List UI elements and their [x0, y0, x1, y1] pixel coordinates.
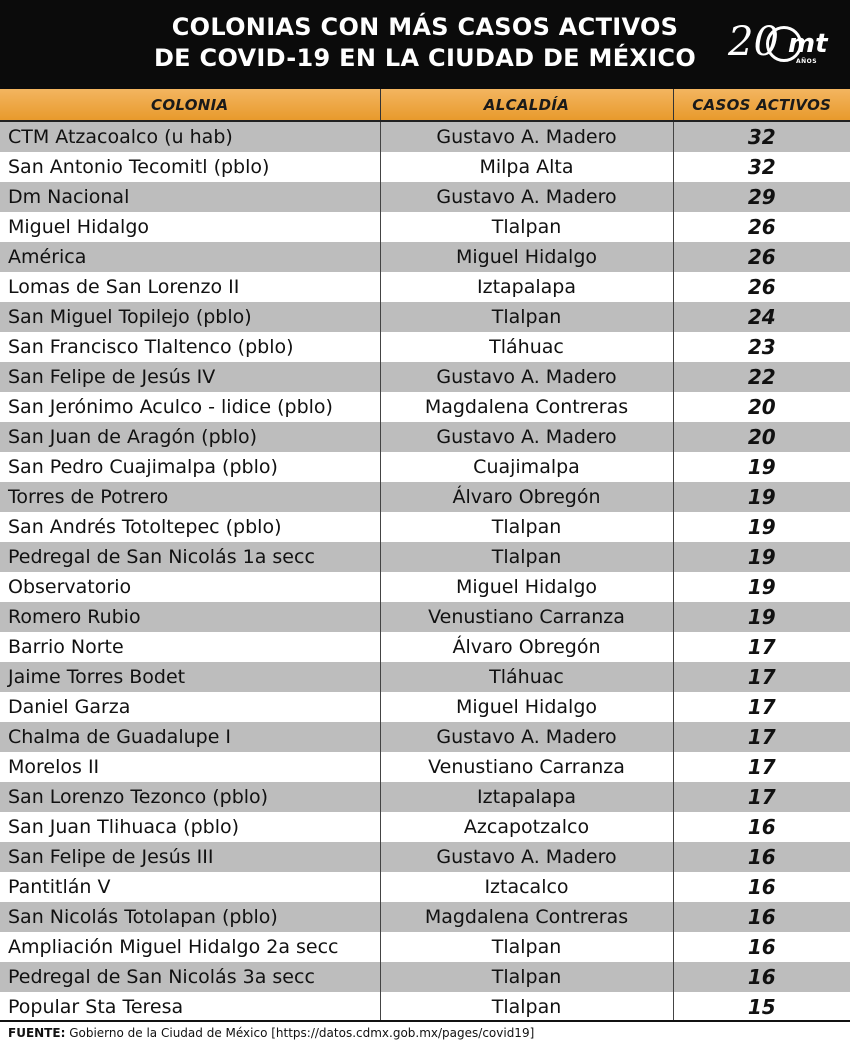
- cell-colonia: Pedregal de San Nicolás 1a secc: [0, 542, 380, 572]
- cell-colonia: Pantitlán V: [0, 872, 380, 902]
- header-alcaldia: ALCALDÍA: [380, 89, 673, 121]
- cell-colonia: San Pedro Cuajimalpa (pblo): [0, 452, 380, 482]
- cell-casos-activos: 16: [673, 872, 850, 902]
- cell-alcaldia: Álvaro Obregón: [380, 482, 673, 512]
- cell-casos-activos: 20: [673, 392, 850, 422]
- cell-casos-activos: 29: [673, 182, 850, 212]
- cell-colonia: Miguel Hidalgo: [0, 212, 380, 242]
- table-row: [0, 212, 850, 242]
- cell-casos-activos: 19: [673, 572, 850, 602]
- cell-casos-activos: 26: [673, 242, 850, 272]
- table-row: [0, 242, 850, 272]
- cell-colonia: Popular Sta Teresa: [0, 992, 380, 1022]
- cell-alcaldia: Gustavo A. Madero: [380, 422, 673, 452]
- cell-colonia: Chalma de Guadalupe I: [0, 722, 380, 752]
- cell-alcaldia: Tlalpan: [380, 212, 673, 242]
- cell-casos-activos: 16: [673, 962, 850, 992]
- cell-colonia: Observatorio: [0, 572, 380, 602]
- cell-casos-activos: 19: [673, 602, 850, 632]
- cell-alcaldia: Azcapotzalco: [380, 812, 673, 842]
- cell-casos-activos: 19: [673, 542, 850, 572]
- cell-casos-activos: 32: [673, 121, 850, 152]
- table-row: [0, 872, 850, 902]
- source-footer: [0, 1020, 850, 1045]
- cell-colonia: San Antonio Tecomitl (pblo): [0, 152, 380, 182]
- cell-casos-activos: 17: [673, 722, 850, 752]
- cell-colonia: San Miguel Topilejo (pblo): [0, 302, 380, 332]
- table-body: [0, 121, 850, 1022]
- table-header-row: [0, 89, 850, 121]
- cell-alcaldia: Álvaro Obregón: [380, 632, 673, 662]
- cell-casos-activos: 20: [673, 422, 850, 452]
- cell-alcaldia: Milpa Alta: [380, 152, 673, 182]
- cell-colonia: CTM Atzacoalco (u hab): [0, 121, 380, 152]
- cell-alcaldia: Miguel Hidalgo: [380, 692, 673, 722]
- table-row: [0, 902, 850, 932]
- table-row: [0, 692, 850, 722]
- table-row: [0, 512, 850, 542]
- header-colonia: COLONIA: [0, 89, 380, 121]
- cell-alcaldia: Tlalpan: [380, 512, 673, 542]
- table-row: [0, 272, 850, 302]
- cell-alcaldia: Tlalpan: [380, 542, 673, 572]
- cell-casos-activos: 16: [673, 842, 850, 872]
- cell-colonia: San Felipe de Jesús III: [0, 842, 380, 872]
- table-row: [0, 121, 850, 152]
- cell-colonia: Torres de Potrero: [0, 482, 380, 512]
- chart-title: [60, 12, 790, 74]
- table-row: [0, 362, 850, 392]
- cell-casos-activos: 23: [673, 332, 850, 362]
- table-row: [0, 422, 850, 452]
- cell-colonia: San Juan de Aragón (pblo): [0, 422, 380, 452]
- table-row: [0, 452, 850, 482]
- footer-label: FUENTE:: [8, 1026, 66, 1040]
- table-row: [0, 152, 850, 182]
- table-row: [0, 602, 850, 632]
- cell-colonia: San Francisco Tlaltenco (pblo): [0, 332, 380, 362]
- header-casos-activos: CASOS ACTIVOS: [673, 89, 850, 121]
- cell-alcaldia: Gustavo A. Madero: [380, 182, 673, 212]
- logo-number: 20: [728, 19, 779, 65]
- cell-colonia: Romero Rubio: [0, 602, 380, 632]
- cell-alcaldia: Gustavo A. Madero: [380, 362, 673, 392]
- table-row: [0, 782, 850, 812]
- title-line-1: COLONIAS CON MÁS CASOS ACTIVOS: [171, 13, 679, 41]
- cell-alcaldia: Cuajimalpa: [380, 452, 673, 482]
- cell-casos-activos: 22: [673, 362, 850, 392]
- cell-colonia: Jaime Torres Bodet: [0, 662, 380, 692]
- logo-brand: mt: [788, 29, 828, 59]
- cell-alcaldia: Iztapalapa: [380, 782, 673, 812]
- table-row: [0, 332, 850, 362]
- cell-alcaldia: Tlalpan: [380, 302, 673, 332]
- cell-colonia: Ampliación Miguel Hidalgo 2a secc: [0, 932, 380, 962]
- cell-casos-activos: 26: [673, 212, 850, 242]
- cell-casos-activos: 16: [673, 812, 850, 842]
- cell-casos-activos: 19: [673, 452, 850, 482]
- cell-alcaldia: Venustiano Carranza: [380, 602, 673, 632]
- table-row: [0, 842, 850, 872]
- table-row: [0, 752, 850, 782]
- cell-alcaldia: Gustavo A. Madero: [380, 842, 673, 872]
- cell-alcaldia: Venustiano Carranza: [380, 752, 673, 782]
- cell-alcaldia: Magdalena Contreras: [380, 392, 673, 422]
- cell-casos-activos: 19: [673, 512, 850, 542]
- data-table: [0, 89, 850, 1022]
- cell-alcaldia: Miguel Hidalgo: [380, 572, 673, 602]
- cell-colonia: San Lorenzo Tezonco (pblo): [0, 782, 380, 812]
- cell-colonia: San Juan Tlihuaca (pblo): [0, 812, 380, 842]
- cell-casos-activos: 17: [673, 662, 850, 692]
- cell-alcaldia: Tlalpan: [380, 962, 673, 992]
- table-row: [0, 302, 850, 332]
- cell-colonia: San Andrés Totoltepec (pblo): [0, 512, 380, 542]
- cell-casos-activos: 26: [673, 272, 850, 302]
- cell-alcaldia: Tláhuac: [380, 332, 673, 362]
- cell-casos-activos: 17: [673, 782, 850, 812]
- table-row: [0, 482, 850, 512]
- cell-alcaldia: Gustavo A. Madero: [380, 722, 673, 752]
- table-row: [0, 662, 850, 692]
- cell-casos-activos: 17: [673, 632, 850, 662]
- cell-alcaldia: Tlalpan: [380, 992, 673, 1022]
- milenio-20-anos-logo: [726, 16, 826, 72]
- table-row: [0, 392, 850, 422]
- table-row: [0, 632, 850, 662]
- cell-casos-activos: 15: [673, 992, 850, 1022]
- cell-casos-activos: 16: [673, 902, 850, 932]
- cell-colonia: San Felipe de Jesús IV: [0, 362, 380, 392]
- cell-colonia: San Nicolás Totolapan (pblo): [0, 902, 380, 932]
- cell-casos-activos: 17: [673, 692, 850, 722]
- cell-alcaldia: Miguel Hidalgo: [380, 242, 673, 272]
- table-row: [0, 542, 850, 572]
- cell-casos-activos: 17: [673, 752, 850, 782]
- cell-alcaldia: Magdalena Contreras: [380, 902, 673, 932]
- cell-colonia: Barrio Norte: [0, 632, 380, 662]
- cell-alcaldia: Iztapalapa: [380, 272, 673, 302]
- cell-colonia: Dm Nacional: [0, 182, 380, 212]
- table-row: [0, 962, 850, 992]
- table-row: [0, 992, 850, 1022]
- cell-casos-activos: 32: [673, 152, 850, 182]
- table-row: [0, 812, 850, 842]
- cell-alcaldia: Gustavo A. Madero: [380, 121, 673, 152]
- cell-colonia: América: [0, 242, 380, 272]
- header-banner: [0, 0, 850, 89]
- cell-casos-activos: 19: [673, 482, 850, 512]
- cell-colonia: Lomas de San Lorenzo II: [0, 272, 380, 302]
- cell-colonia: Morelos II: [0, 752, 380, 782]
- cell-alcaldia: Tláhuac: [380, 662, 673, 692]
- cell-colonia: Pedregal de San Nicolás 3a secc: [0, 962, 380, 992]
- title-line-2: DE COVID-19 EN LA CIUDAD DE MÉXICO: [153, 44, 697, 72]
- cell-colonia: San Jerónimo Aculco - lidice (pblo): [0, 392, 380, 422]
- table-row: [0, 722, 850, 752]
- cell-alcaldia: Iztacalco: [380, 872, 673, 902]
- logo-suffix: AÑOS: [796, 58, 818, 65]
- cell-casos-activos: 16: [673, 932, 850, 962]
- table-row: [0, 932, 850, 962]
- cell-alcaldia: Tlalpan: [380, 932, 673, 962]
- table-row: [0, 182, 850, 212]
- cell-casos-activos: 24: [673, 302, 850, 332]
- footer-text: Gobierno de la Ciudad de México [https://datos.cdmx.gob.mx/pages/covid19]: [69, 1026, 535, 1040]
- table-row: [0, 572, 850, 602]
- cell-colonia: Daniel Garza: [0, 692, 380, 722]
